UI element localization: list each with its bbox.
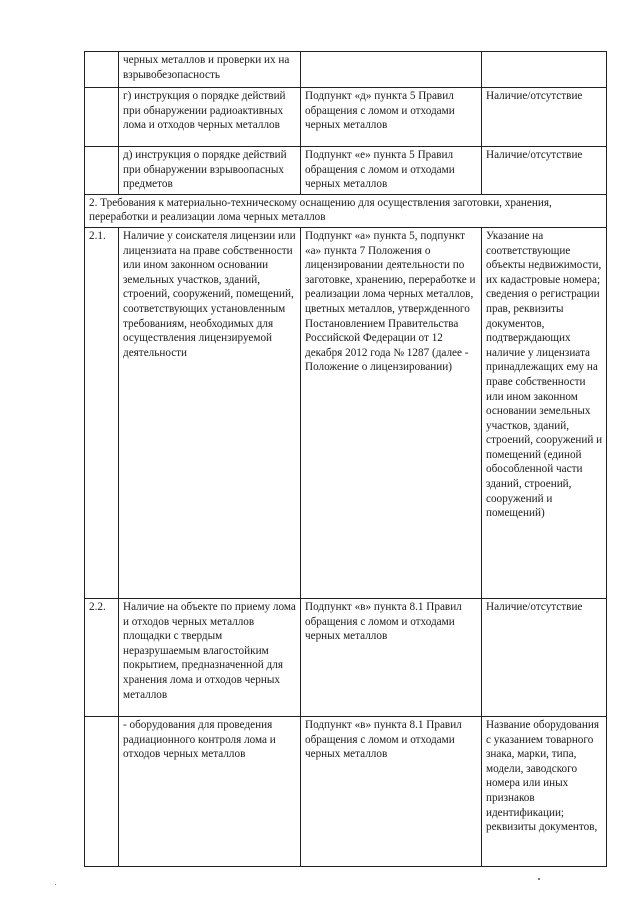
documents-cell: Наличие/отсутствие	[482, 147, 607, 195]
section-heading-row	[85, 194, 607, 227]
basis-cell: Подпункт «д» пункта 5 Правил обращения с ломом и отходами черных металлов	[301, 88, 482, 147]
requirement-cell: Наличие у соискателя лицензии или лицензиата на праве собственности или ином законном основании земельных участков, зданий, строений, сооружений, помещений, соответствующих установленным требованиям, необходимых для осуществления лицензируемой деятельности	[119, 227, 301, 598]
requirement-cell: д) инструкция о порядке действий при обнаружении взрывоопасных предметов	[119, 147, 301, 195]
documents-cell: Указание на соответствующие объекты недвижимости, их кадастровые номера; сведения о регистрации прав, реквизиты документов, подтверждающих наличие у лицензиата принадлежащих ему на праве собственности или ином законном основании земельных участков, зданий, строений, сооружений и помещений (единой обособленной части зданий, строений, сооружений и помещений)	[482, 227, 607, 598]
section-heading: 2. Требования к материально-техническому оснащению для осуществления заготовки, хранения, переработки и реализации лома черных металлов	[85, 194, 607, 227]
table-row	[85, 147, 607, 195]
row-number-cell	[85, 88, 119, 147]
table-row	[85, 227, 607, 598]
row-number-cell	[85, 52, 119, 88]
documents-cell: Наличие/отсутствие	[482, 598, 607, 716]
documents-cell	[482, 52, 607, 88]
requirement-cell: - оборудования для проведения радиационного контроля лома и отходов черных металлов	[119, 716, 301, 866]
requirement-cell: г) инструкция о порядке действий при обнаружении радиоактивных лома и отходов черных металлов	[119, 88, 301, 147]
row-number-cell	[85, 716, 119, 866]
basis-cell: Подпункт «в» пункта 8.1 Правил обращения с ломом и отходами черных металлов	[301, 716, 482, 866]
row-number-cell	[85, 147, 119, 195]
basis-cell: Подпункт «а» пункта 5, подпункт «а» пункта 7 Положения о лицензировании деятельности по заготовке, хранению, переработке и реализации лома черных металлов, цветных металлов, утвержденного Постановлением Правительства Российской Федерации от 12 декабря 2012 года № 1287 (далее - Положение о лицензировании)	[301, 227, 482, 598]
requirement-cell: черных металлов и проверки их на взрывобезопасность	[119, 52, 301, 88]
basis-cell: Подпункт «в» пункта 8.1 Правил обращения с ломом и отходами черных металлов	[301, 598, 482, 716]
requirements-table	[84, 51, 607, 867]
table-row	[85, 52, 607, 88]
documents-cell: Название оборудования с указанием товарного знака, марки, типа, модели, заводского номера или иных признаков идентификации; реквизиты документов,	[482, 716, 607, 866]
row-number-cell: 2.1.	[85, 227, 119, 598]
basis-cell	[301, 52, 482, 88]
table-row	[85, 716, 607, 866]
table-row	[85, 88, 607, 147]
requirement-cell: Наличие на объекте по приему лома и отходов черных металлов площадки с твердым неразрушаемым влагостойким покрытием, предназначенной для хранения лома и отходов черных металлов	[119, 598, 301, 716]
row-number-cell: 2.2.	[85, 598, 119, 716]
scan-speck	[55, 884, 56, 885]
basis-cell: Подпункт «е» пункта 5 Правил обращения с ломом и отходами черных металлов	[301, 147, 482, 195]
table-row	[85, 598, 607, 716]
documents-cell: Наличие/отсутствие	[482, 88, 607, 147]
scan-speck	[538, 878, 540, 880]
